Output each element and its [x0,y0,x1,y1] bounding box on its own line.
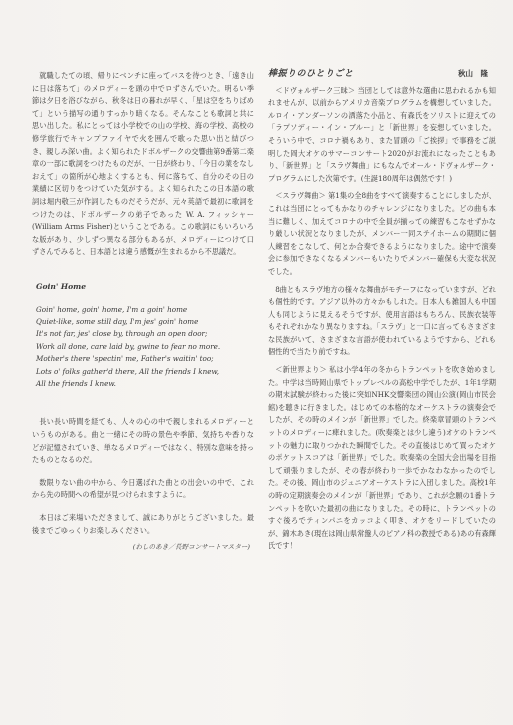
lyrics-block [36,304,254,391]
lyric-line: Lots o' folks gather'd there, All the friends I knew, [36,366,220,376]
lyric-line: Quiet-like, some still day, I'm jes' goin' home [36,316,199,326]
author-signature: (わしのあき／長野コンサートマスター) [132,543,250,552]
section-slavonic-dances: ＜スラヴ舞曲＞ 第1集の全8曲をすべて演奏することにしましたが、これは当団にとってもかなりのチャレンジになりました。どの曲も本当に難しく、加えてコロナの中で全員が揃っての練習もこなせずかなり厳しい状況となりましたが、メンバー一同ステイホームの期間に個人練習をこなして、何とか合奏できるようになりました。途中で演奏会に参加できなくなるメンバーもいたりでメンバー確保も大変な状況でした。 [268,191,496,276]
column-author: 秋山 隆 [458,69,488,78]
lyric-line: It's not far, jes' close by, through an open door; [36,329,208,339]
essay-paragraph: 就職したての頃、帰りにベンチに座ってバスを待つとき、「遠き山に日は落ちて」のメロディーを頭の中でロずさんでいた。明るい季節は夕日を浴びながら、秋冬は日の暮れが早く、「星は空をちりばめて」という描写の通りすっかり暗くなる。そんなことも歌詞と共に思い出した。私にとっては小学校での山の学校、海の学校、高校の修学旅行でキャンプファイヤで火を囲んで歌った思い出と結びつき、親しみ深い曲。よく知られたドボルザークの交響曲第9番第二楽章の一部に歌詞をつけたものだが、一日が終わり、「今日の業をなしおえて」の箇所が心地よくするとも、何に落ちて、自分のその日の業績に区切りをつけていた気がする。よく知られたこの日本語の歌詞は堀内敬三が作詞したものだそうだが、元々英語で最初に歌詞をつけたのは、ドボルザークの弟子であった W. A. フィッシャー(William Arms Fisher)ということである。この歌詞にもいろいろな版があり、少しずつ異なる部分もあるが、メロディーにつけて口ずさんでみると、日本語とは違う感慨が生まれるから不思議だ。 [32,71,254,257]
section-dvorak: ＜ドヴォルザーク三昧＞ 当団としては意外な選曲に思われるかも知れませんが、以前からアメリカ音楽プログラムを構想していました。ルロイ・アンダーソンの洒落た小品と、有森氏をソリストに迎えての「ラプソディー・イン・ブルー」と「新世界」を妄想していました。そういう中で、コロナ禍もあり、また冒頭の「ご挨拶」で事務をご説明した岡大オケのサマーコンサート2020がお流れになったこともあり、「新世界」と「スラヴ舞曲」にもなんでオール・ドヴォルザーク・プログラムにした次第です。(生誕180周年は偶然です！) [268,85,496,183]
column-header [268,68,496,81]
column-title: 棒振りのひとりごと [268,69,354,79]
essay-paragraph: 長い長い時間を経ても、人々の心の中で親しまれるメロディーというものがある。曲と一緒にその時の景色や季節、気持ちや香りなどが記憶されていき、単なるメロディーではなく、特別な意味を持ったものとなるのだ。 [32,417,254,465]
essay-paragraph: 数限りない曲の中から、今日選ばれた曲との出会いの中で、これから先の時間への希望が見つけられますように。 [32,477,254,500]
lyric-line: Goin' home, goin' home, I'm a goin' home [36,304,188,314]
closing-paragraph: 本日はご来場いただきまして、誠にありがとうございました。最後までごゆっくりお楽しみください。 [32,512,254,535]
section-new-world: ＜新世界より＞ 私は小学4年の冬からトランペットを吹き始めました。中学は当時岡山県でトップレベルの高松中学でしたが、1年1学期の期末試験が終わった後に突如NHK交響楽団の岡山公演(岡山市民会館)を聴きに行きました。はじめての本格的なオーケストラの演奏会でしたが、その時のメインが「新世界」でした。終楽章冒頭のトランペットのメロディーに痺れました。(吹奏楽とは少し違う)オケのトランペットの魅力に取りつかれた瞬間でした。その直後はじめて買ったオケのポケットスコアは「新世界」でした。吹奏楽の全国大会出場を目指して頑張りましたが、その春が終わり一歩でかなわなかったのでした。その後、岡山市のジュニアオーケストラに入団しました。高校1年の時の定期演奏会のメインが「新世界」であり、これが念願の1番トランペットを吹いた最初の曲になりました。その時に、トランペットのすぐ後ろでティンパニをカッコよく叩き、オケをリードしていたのが、錦木あき(現在は岡山県常盤人のピアノ科の教授である)あの有森輝氏です！ [268,365,496,551]
song-title: Goin' Home [36,281,87,291]
section-slavonic-dances-2: 8曲ともスラヴ地方の様々な舞曲がモチーフになっていますが、どれも個性的です。アジア以外の方々かもしれた。日本人も雑国人も中国人も同じように見えるそうですが、使用言語はもちろん、民族衣装等もそれぞれかなり異なりますね。「スラヴ」と一口に言ってもさまざまな民族がいて、さまざまな言語が使われているようですから、どれも個性的で当たり前ですね。 [268,284,496,357]
lyric-line: All the friends I knew. [36,378,116,388]
lyric-line: Mother's there 'spectin' me, Father's waitin' too; [36,354,214,364]
lyric-line: Work all done, care laid by, gwine to fear no more. [36,341,221,351]
left-column [32,70,254,554]
right-column [268,68,496,553]
